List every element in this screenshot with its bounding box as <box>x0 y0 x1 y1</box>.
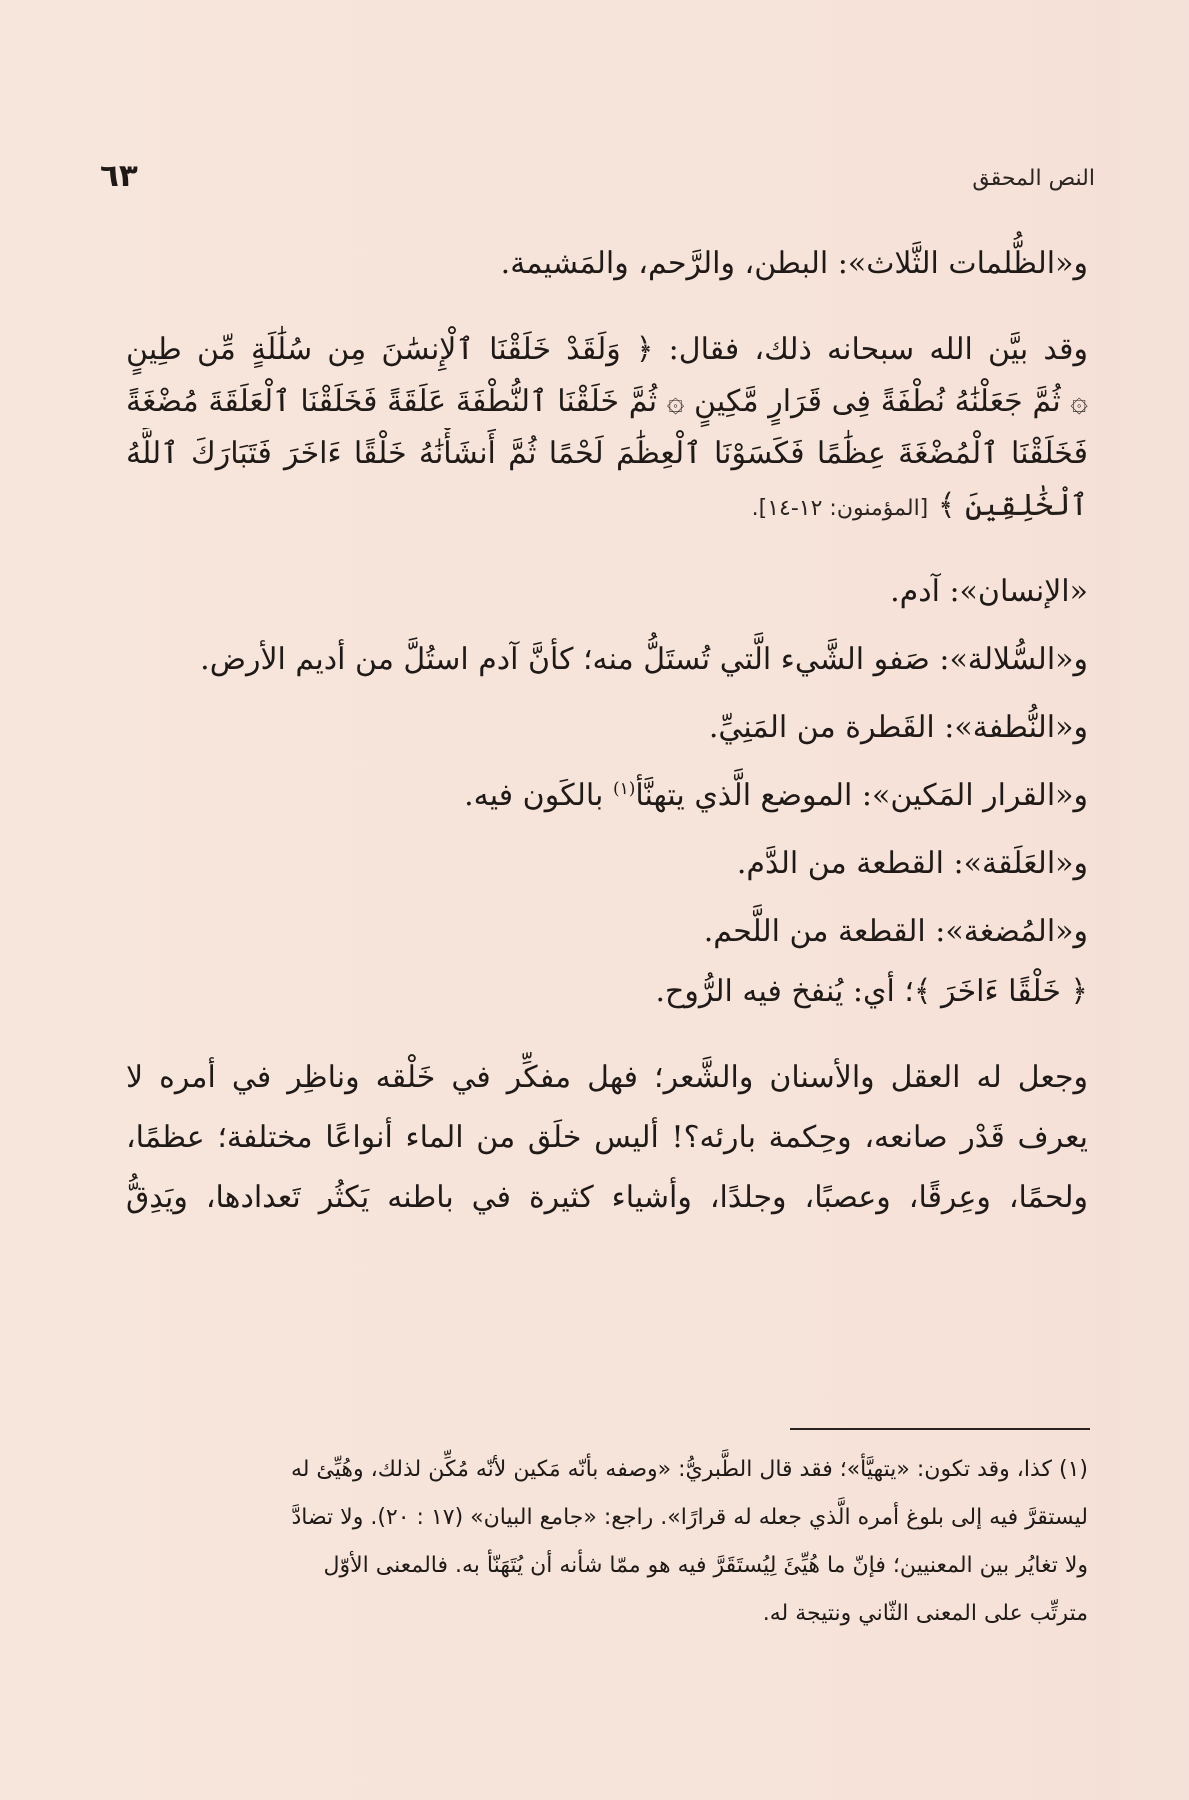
quran-verse-end: ٱلْخَٰلِقِينَ ﴾ <box>937 488 1088 523</box>
text-line-06: «الإنسان»: آدم. <box>890 574 1088 609</box>
text-line-05 <box>126 480 1088 532</box>
footnote-marker: (١) <box>612 779 636 799</box>
footnote-line-1: (١) كذا، وقد تكون: «يتهيَّأ»؛ فقد قال الطَّبريُّ: «وصفه بأنّه مَكين لأنّه مُكِّن لذلك، وهُيِّئ له <box>290 1457 1088 1482</box>
footnote-line-3: ولا تغايُر بين المعنيين؛ فإنّ ما هُيِّئَ لِيُستَقَرَّ فيه هو ممّا شأنه أن يُتَهَنّأ به. فالمعنى الأوّل <box>323 1553 1088 1578</box>
text-line-04: فَخَلَقْنَا ٱلْمُضْغَةَ عِظَٰمًا فَكَسَوْنَا ٱلْعِظَٰمَ لَحْمًا ثُمَّ أَنشَأْنَٰهُ خَلْقًا ءَاخَرَ فَتَبَارَكَ ٱللَّهُ <box>126 436 1088 471</box>
text-line-09 <box>126 770 1088 822</box>
definition-after-footnote: بالكَون فيه. <box>464 778 613 813</box>
text-line-10: و«العَلَقة»: القطعة من الدَّم. <box>736 846 1088 881</box>
text-line-13: وجعل له العقل والأسنان والشَّعر؛ فهل مفكِّر في خَلْقه وناظِر في أمره لا <box>126 1060 1088 1095</box>
running-title: النص المحقق <box>972 166 1095 191</box>
page-header <box>100 158 1095 208</box>
text-line-02: وقد بيَّن الله سبحانه ذلك، فقال: ﴿ وَلَقَدْ خَلَقْنَا ٱلْإِنسَٰنَ مِن سُلَٰلَةٍ مِّن طِينٍ <box>126 332 1088 367</box>
footnote-line-2: ليستقرَّ فيه إلى بلوغ أمره الَّذي جعله له قرارًا». راجع: «جامع البيان» (١٧ : ٢٠). ولا تضادَّ <box>291 1505 1088 1530</box>
main-text <box>126 238 1088 1224</box>
text-line-12: ﴿ خَلْقًا ءَاخَرَ ﴾؛ أي: يُنفخ فيه الرُّوح. <box>655 974 1088 1009</box>
page-number: ٦٣ <box>100 158 138 194</box>
text-line-15: ولحمًا، وعِرقًا، وعصبًا، وجلدًا، وأشياء كثيرة في باطنه يَكثُر تَعدادها، ويَدِقُّ <box>126 1180 1088 1215</box>
text-line-07: و«السُّلالة»: صَفو الشَّيء الَّتي تُستَلُّ منه؛ كأنَّ آدم استُلَّ من أديم الأرض. <box>200 642 1088 677</box>
text-line-08: و«النُّطفة»: القَطرة من المَنِيِّ. <box>708 710 1088 745</box>
text-line-03: ۞ ثُمَّ جَعَلْنَٰهُ نُطْفَةً فِى قَرَارٍ مَّكِينٍ ۞ ثُمَّ خَلَقْنَا ٱلنُّطْفَةَ عَلَقَةً فَخَلَقْنَا ٱلْعَلَقَةَ مُضْغَةً <box>126 384 1088 419</box>
footnotes <box>126 1446 1088 1638</box>
footnote-separator <box>790 1428 1090 1430</box>
text-line-14: يعرف قَدْر صانعه، وحِكمة بارئه؟! أليس خلَق من الماء أنواعًا مختلفة؛ عظمًا، <box>126 1120 1088 1155</box>
definition-before-footnote: و«القرار المَكين»: الموضع الَّذي يتهنَّأ <box>635 778 1088 813</box>
page-edge-shadow <box>1111 0 1189 1800</box>
text-line-01: و«الظُّلمات الثَّلاث»: البطن، والرَّحم، والمَشيمة. <box>500 246 1088 281</box>
text-line-11: و«المُضغة»: القطعة من اللَّحم. <box>703 914 1088 949</box>
footnote-line-4: مترتِّب على المعنى الثّاني ونتيجة له. <box>762 1601 1088 1626</box>
verse-citation: [المؤمنون: ١٢-١٤]. <box>751 496 929 521</box>
